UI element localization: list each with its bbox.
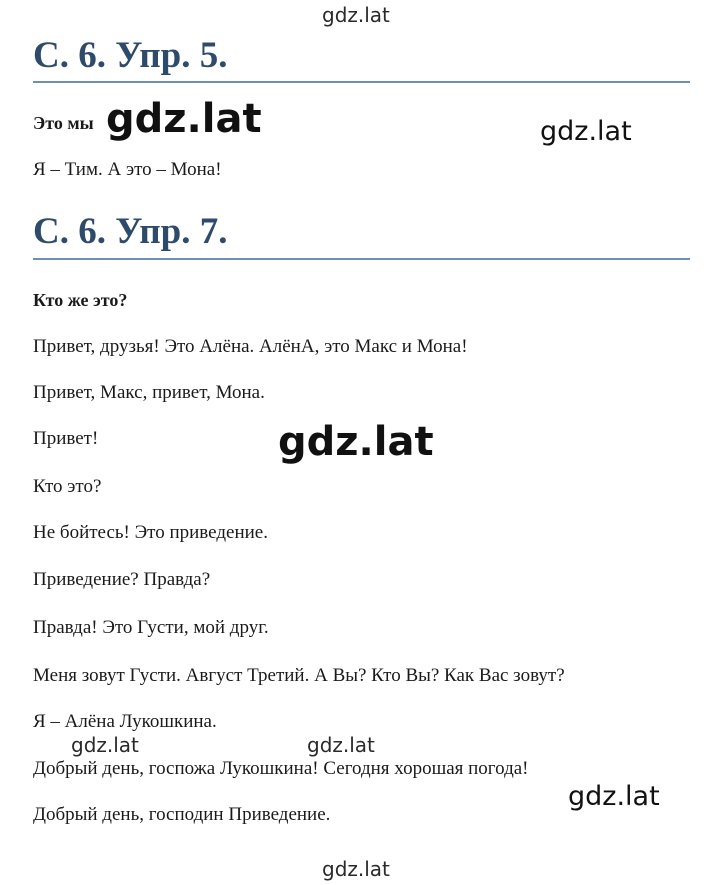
dialogue-line: Привет! — [33, 428, 99, 449]
dialogue-line: Меня зовут Густи. Август Третий. А Вы? Кто Вы? Как Вас зовут? — [33, 665, 565, 686]
section-subtitle-2: Кто же это? — [33, 290, 128, 310]
dialogue-line: Правда! Это Густи, мой друг. — [33, 617, 269, 638]
dialogue-line: Привет, друзья! Это Алёна. АлёнА, это Макс и Мона! — [33, 336, 468, 357]
watermark-right-1: gdz.lat — [540, 116, 632, 147]
heading-rule-2 — [33, 258, 690, 260]
watermark-low-mid: gdz.lat — [307, 733, 375, 757]
watermark-top: gdz.lat — [322, 3, 390, 27]
dialogue-line: Не бойтесь! Это приведение. — [33, 522, 268, 543]
watermark-right-2: gdz.lat — [568, 781, 660, 812]
watermark-center: gdz.lat — [278, 419, 434, 465]
watermark-low-left: gdz.lat — [71, 733, 139, 757]
section-subtitle-1: Это мы — [33, 113, 94, 133]
watermark-bottom: gdz.lat — [322, 857, 390, 881]
section-heading-1: С. 6. Упр. 5. — [33, 35, 228, 76]
section1-line: Я – Тим. А это – Мона! — [33, 159, 222, 180]
dialogue-line: Добрый день, госпожа Лукошкина! Сегодня хорошая погода! — [33, 758, 529, 779]
watermark-big-inline: gdz.lat — [106, 96, 262, 142]
section-heading-2: С. 6. Упр. 7. — [33, 211, 228, 252]
dialogue-line: Я – Алёна Лукошкина. — [33, 711, 217, 732]
dialogue-line: Привет, Макс, привет, Мона. — [33, 382, 265, 403]
dialogue-line: Приведение? Правда? — [33, 569, 211, 590]
dialogue-line: Кто это? — [33, 476, 102, 497]
dialogue-line: Добрый день, господин Приведение. — [33, 804, 331, 825]
heading-rule-1 — [33, 81, 690, 83]
